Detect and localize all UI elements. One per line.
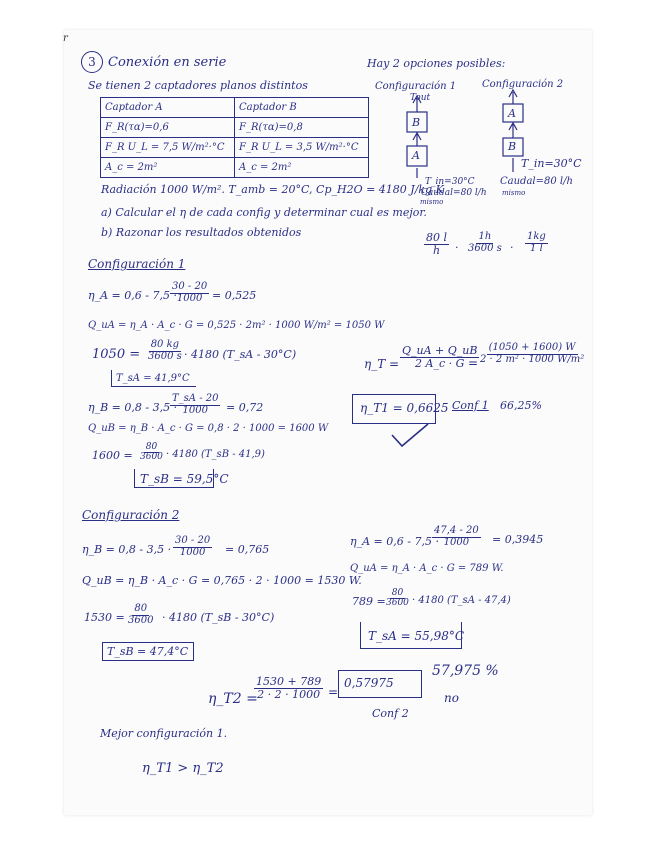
conclusion-text: Mejor configuración 1. — [100, 727, 228, 740]
table-cell: A_c = 2m² — [101, 158, 235, 178]
c1-eta-a-lhs: η_A = 0,6 - 7,5 · — [88, 289, 177, 302]
conv-dot: · — [510, 241, 514, 254]
conclusion-compare: η_T1 > η_T2 — [142, 761, 224, 776]
c1-eta-t-lhs: η_T = — [364, 357, 400, 371]
c1-eta-t1: η_T1 = 0,6625 — [360, 401, 449, 415]
given-radiation: Radiación 1000 W/m². T_amb = 20°C, Cp_H2O = 4180 J/kg K — [101, 183, 444, 196]
c1-note: mismo — [420, 198, 444, 206]
c1-bottom-collector: A — [412, 149, 420, 162]
c1-eq1-lhs: 1050 = — [92, 347, 141, 362]
c2-tin: T_in=30°C — [521, 157, 582, 170]
conv-frac-1: $\frac{80 l}{h}$ — [426, 231, 448, 257]
c2-eq2-rhs: · 4180 (T_sA - 47,4) — [412, 595, 511, 606]
config2-label: Configuración 2 — [482, 79, 564, 90]
c1-eta-t-frac: $\frac{Q\_uA + Q\_uB}{2 A\_c \cdot G}$ — [402, 344, 478, 370]
table-cell: F_R(τα)=0,8 — [235, 118, 369, 138]
c2-eq1-lhs: 1530 = — [84, 611, 125, 624]
c2-percent: 57,975 % — [432, 663, 499, 679]
c2-flow: Caudal=80 l/h — [500, 176, 573, 187]
c1-eta-b-result: = 0,72 — [226, 401, 264, 414]
c1-eq2-lhs: 1600 = — [92, 449, 133, 462]
c1-eq1-frac: $\frac{80 kg}{3600 s}$ — [148, 339, 182, 362]
c1-eta-t-eq: = — [468, 356, 479, 370]
c2-eta-a-frac: $\frac{47,4 - 20}{1000}$ — [434, 525, 479, 548]
table-cell: F_R U_L = 3,5 W/m²·°C — [235, 138, 369, 158]
c1-eta-a-frac: $\frac{30 - 20}{1000}$ — [172, 281, 208, 304]
table-header: Captador A — [101, 98, 235, 118]
c1-eta-t-frac2: $\frac{(1050 + 1600) W}{\text{2 · 2 m² · 1000 W/m²}}$ — [480, 342, 585, 365]
c2-tsa: T_sA = 55,98°C — [368, 629, 465, 643]
corner-mark: r — [63, 33, 68, 44]
c1-qub: Q_uB = η_B · A_c · G = 0,8 · 2 · 1000 = 1600 W — [88, 423, 329, 434]
c2-eta-t2-frac: $\frac{1530 + 789}{2 \cdot 2 \cdot 1000}$ — [256, 675, 322, 701]
c2-conf-label: Conf 2 — [372, 707, 409, 720]
conv-frac-3: $\frac{1kg}{1 l}$ — [527, 231, 546, 254]
c1-qua: Q_uA = η_A · A_c · G = 0,525 · 2m² · 1000 W/m² = 1050 W — [88, 320, 385, 331]
c1-eta-a-result: = 0,525 — [212, 289, 257, 302]
c2-qua: Q_uA = η_A · A_c · G = 789 W. — [350, 563, 504, 574]
c2-top-collector: A — [508, 107, 516, 120]
c1-tout: Tout — [410, 93, 431, 103]
c1-eq2-rhs: · 4180 (T_sB - 41,9) — [166, 449, 265, 460]
config2-heading: Configuración 2 — [82, 508, 180, 522]
c2-eq1-frac: $\frac{80}{3600}$ — [128, 603, 154, 626]
c2-note: mismo — [502, 189, 526, 197]
options-text: Hay 2 opciones posibles: — [367, 57, 506, 70]
c2-eta-t2-lhs: η_T2 = — [208, 691, 258, 707]
c1-percent: 66,25% — [500, 399, 542, 412]
c1-conf-label: Conf 1 — [452, 399, 489, 412]
table-cell: F_R(τα)=0,6 — [101, 118, 235, 138]
config1-label: Configuración 1 — [375, 81, 457, 92]
c2-eq1-rhs: · 4180 (T_sB - 30°C) — [162, 611, 275, 624]
c1-top-collector: B — [412, 116, 421, 129]
c1-flow: Caudal=80 l/h — [421, 188, 487, 198]
c2-tsb: T_sB = 47,4°C — [107, 645, 189, 658]
problem-number: 3 — [81, 51, 103, 73]
c1-tin: T_in=30°C — [425, 177, 475, 187]
task-a: a) Calcular el η de cada config y determinar cual es mejor. — [101, 206, 427, 219]
c2-qub: Q_uB = η_B · A_c · G = 0,765 · 2 · 1000 = 1530 W. — [82, 574, 362, 587]
c1-tsb: T_sB = 59,5°C — [140, 472, 229, 486]
c2-eq2-frac: $\frac{80}{3600}$ — [386, 588, 409, 609]
problem-subtitle: Se tienen 2 captadores planos distintos — [88, 79, 308, 92]
conv-frac-2: $\frac{1h}{3600 s}$ — [468, 231, 502, 254]
c1-eq1-rhs: · 4180 (T_sA - 30°C) — [184, 348, 297, 361]
conv-dot: · — [455, 241, 459, 254]
c2-eta-a-lhs: η_A = 0,6 - 7,5 · — [350, 535, 439, 548]
table-cell: A_c = 2m² — [235, 158, 369, 178]
c1-tsa: T_sA = 41,9°C — [116, 373, 190, 384]
c1-eq2-frac: $\frac{80}{3600}$ — [140, 442, 163, 463]
c2-eq2-lhs: 789 = — [352, 595, 386, 608]
c2-eta-b-lhs: η_B = 0,8 - 3,5 · — [82, 543, 172, 556]
c1-eta-b-frac: $\frac{T\_sA - 20}{1000}$ — [172, 393, 219, 416]
table-header: Captador B — [235, 98, 369, 118]
c2-eta-t2-result: 0,57975 — [344, 676, 394, 690]
c1-eta-b-lhs: η_B = 0,8 - 3,5 · — [88, 401, 178, 414]
config1-heading: Configuración 1 — [88, 257, 186, 271]
task-b: b) Razonar los resultados obtenidos — [101, 226, 302, 239]
table-cell: F_R U_L = 7,5 W/m²·°C — [101, 138, 235, 158]
c2-eta-b-result: = 0,765 — [225, 543, 270, 556]
c2-eta-a-result: = 0,3945 — [492, 533, 544, 546]
c2-scribble: no — [444, 691, 459, 705]
c2-bottom-collector: B — [508, 140, 517, 153]
c2-eta-t2-eq: = — [328, 685, 339, 699]
c2-eta-b-frac: $\frac{30 - 20}{1000}$ — [175, 535, 211, 558]
problem-title: Conexión en serie — [108, 55, 227, 70]
